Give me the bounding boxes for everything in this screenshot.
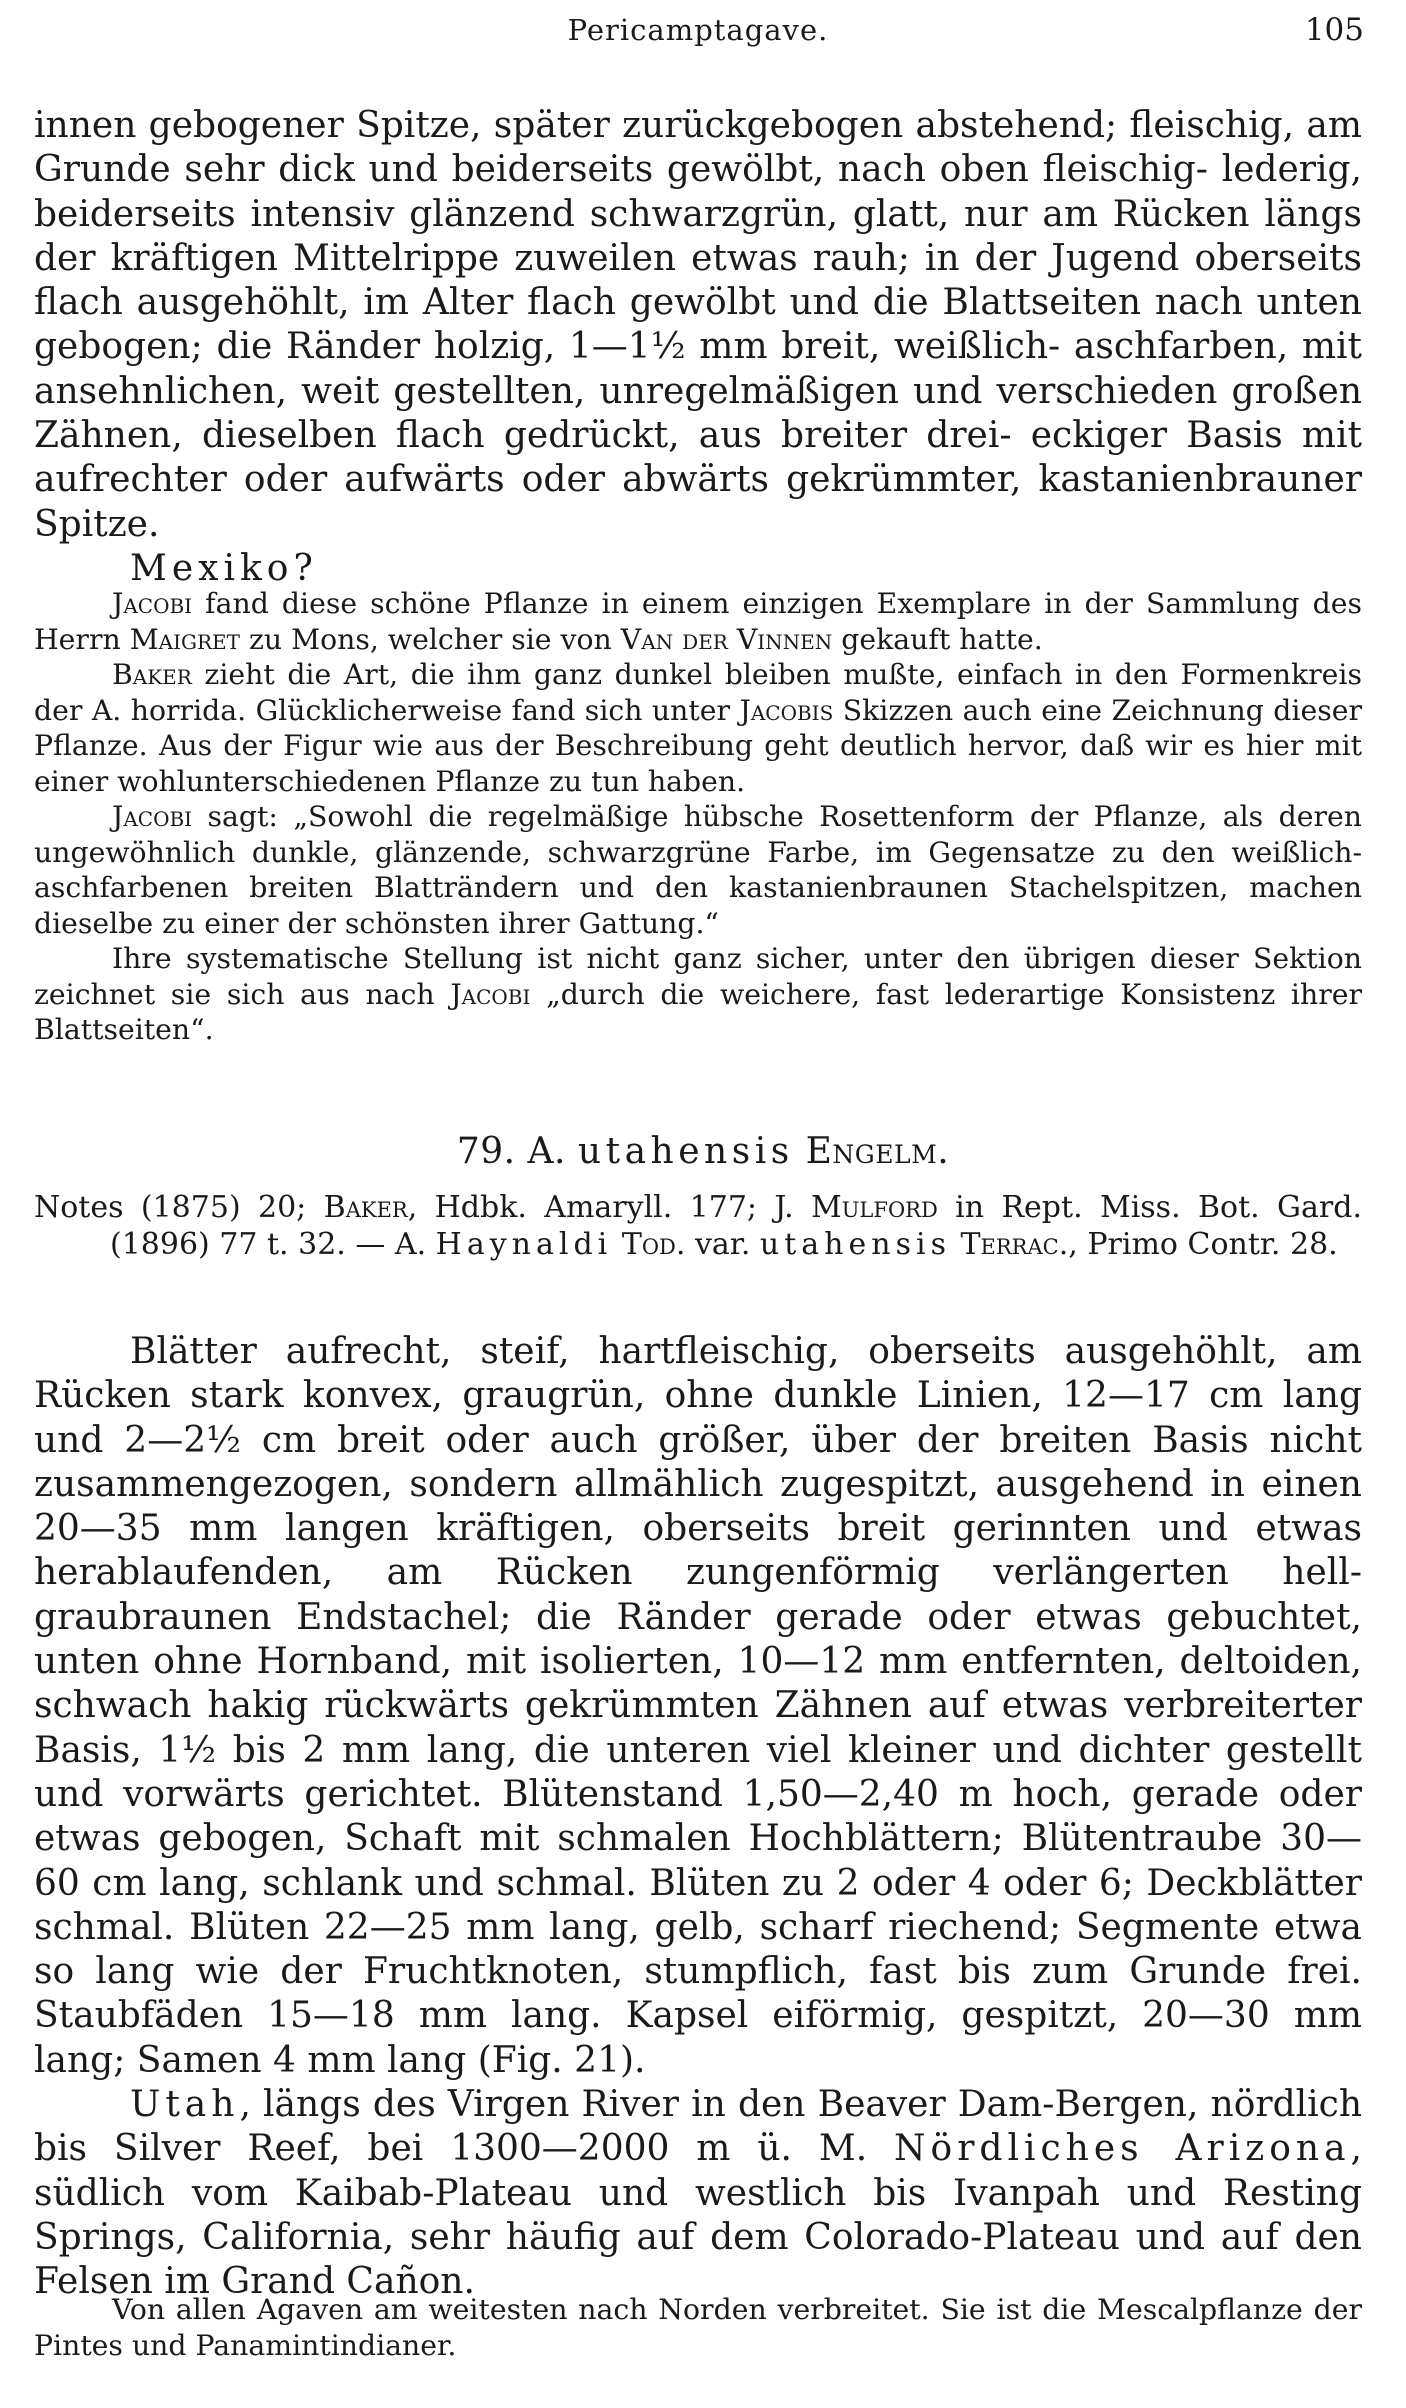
distribution-paragraph <box>34 2083 1362 2304</box>
text-run: „durch die weichere, fast lederartige Konsistenz ihrer Blattseiten“. <box>34 977 1362 1046</box>
utahensis-note <box>34 2292 1362 2363</box>
person-name: Tod. <box>621 1226 686 1262</box>
species-heading <box>0 1130 1406 1174</box>
note-paragraph <box>34 799 1362 941</box>
text-run: var. <box>685 1226 760 1262</box>
line: am Grunde sehr dick und beiderseits gewölbt, nach oben fleischig- <box>34 105 1362 191</box>
person-name: Mulford <box>811 1190 938 1225</box>
line: nach unten gebogen; die Ränder holzig, 1—1½ mm breit, weißlich- <box>34 282 1362 368</box>
text-run: gekauft hatte. <box>832 622 1043 656</box>
text-run: fand diese schöne Pflanze in einem einzigen Exemplare in der Sammlung des Herrn <box>34 587 1362 656</box>
spaced-term: Nördliches Arizona <box>894 2128 1351 2170</box>
line: aschfarben, mit ansehnlichen, weit gestellten, unregelmäßigen und <box>34 326 1362 412</box>
note-paragraph <box>34 657 1362 799</box>
text-run: sagt: „Sowohl die regelmäßige hübsche Rosettenform der Pflanze, als deren ungewöhnlich dunkle, glänzende, schwarzgrüne Farbe, im Gegensatze zu den weißlich-aschfarbenen breiten Blatträndern und den kastanienbraunen Stachelspitzen, machen dieselbe zu einer der schönsten ihrer Gattung.“ <box>34 800 1362 940</box>
text-run: zieht die Art, die ihm ganz dunkel bleiben mußte, einfach in den Formenkreis der A. horrida. Glücklicherweise fand sich unter <box>34 658 1362 727</box>
text-run: zu Mons, welcher sie von <box>240 622 621 656</box>
text-run: , Primo Contr. 28. <box>1068 1226 1338 1262</box>
text-run <box>612 1227 622 1262</box>
species-epithet: utahensis <box>577 1131 794 1172</box>
text-run: , längs des Virgen River in den Beaver Dam-Bergen, nördlich bis Silver Reef, bei 1300—2000 m ü. M. <box>34 2084 1362 2170</box>
text-run <box>951 1227 961 1262</box>
text-run: Ihre systematische Stellung ist nicht ganz sicher, unter den übrigen dieser Sektion zeichnet sie sich aus nach <box>34 942 1362 1011</box>
species-number: 79. A. <box>456 1131 566 1172</box>
note-paragraph <box>34 586 1362 657</box>
line: innen gebogener Spitze, später zurückgebogen abstehend; fleischig, <box>34 105 1307 146</box>
person-name: Van der Vinnen <box>620 622 833 656</box>
person-name: Maigret <box>129 622 240 656</box>
page-number: 105 <box>1304 12 1364 48</box>
description-paragraph <box>34 104 1362 547</box>
running-title: Pericamptagave. <box>567 13 829 47</box>
note-paragraph <box>34 941 1362 1048</box>
notes-block <box>34 586 1362 1048</box>
spaced-term: Haynaldi <box>435 1226 613 1262</box>
text-run: Skizzen auch eine Zeichnung dieser Pflanze. Aus der Figur wie aus der Beschreibung geht deutlich hervor, daß wir es hier mit einer wohlunterschiedenen Pflanze zu tun haben. <box>34 693 1362 798</box>
literature-references <box>34 1190 1362 1263</box>
line: lederig, beiderseits intensiv glänzend schwarzgrün, glatt, nur am Rücken <box>34 149 1362 235</box>
running-head <box>32 6 1364 54</box>
person-name: Jacobi <box>112 587 193 620</box>
line: kastanienbrauner Spitze. <box>34 459 1362 545</box>
species-author: Engelm. <box>805 1131 950 1172</box>
person-name: Baker <box>323 1190 408 1225</box>
line: oberseits flach ausgehöhlt, im Alter flach gewölbt und die Blattseiten <box>34 237 1362 324</box>
line: eckiger Basis mit aufrechter oder aufwärts oder abwärts gekrümmter, <box>34 415 1362 501</box>
note-paragraph: Von allen Agaven am weitesten nach Norden verbreitet. Sie ist die Mescalpflanze der Pintes und Panamintindianer. <box>34 2293 1362 2362</box>
distribution-line: Mexiko? <box>130 547 318 589</box>
spaced-term: utahensis <box>759 1226 951 1262</box>
description-paragraph: Blätter aufrecht, steif, hartfleischig, oberseits ausgehöhlt, am Rücken stark konvex, graugrün, ohne dunkle Linien, 12—17 cm lang und 2—2½ cm breit oder auch größer, über der breiten Basis nicht zusammengezogen, sondern allmählich zugespitzt, ausgehend in einen 20—35 mm langen kräftigen, oberseits breit gerinnten und etwas herablaufenden, am Rücken zungenförmig verlängerten hell-graubraunen Endstachel; die Ränder gerade oder etwas gebuchtet, unten ohne Hornband, mit isolierten, 10—12 mm entfernten, deltoiden, schwach hakig rückwärts gekrümmten Zähnen auf etwas verbreiterter Basis, 1½ bis 2 mm lang, die unteren viel kleiner und dichter gestellt und vorwärts gerichtet. Blütenstand 1,50—2,40 m hoch, gerade oder etwas gebogen, Schaft mit schmalen Hochblättern; Blütentraube 30—60 cm lang, schlank und schmal. Blüten zu 2 oder 4 oder 6; Deckblätter schmal. Blüten 22—25 mm lang, gelb, scharf riechend; Segmente etwa so lang wie der Fruchtknoten, stumpflich, fast bis zum Grunde frei. Staubfäden 15—18 mm lang. Kapsel eiförmig, gespitzt, 20—30 mm lang; Samen 4 mm lang (Fig. 21). <box>34 1331 1362 2081</box>
text-run: Notes (1875) 20; <box>34 1190 324 1225</box>
person-name: Baker <box>112 658 192 691</box>
line: längs der kräftigen Mittelrippe zuweilen etwas rauh; in der Jugend <box>34 193 1362 279</box>
text-run: in Rept. Miss. Bot. Gard. (1896) 77 t. 32. — A. <box>110 1190 1362 1262</box>
reference-paragraph <box>34 1190 1362 1263</box>
person-name: Jacobi <box>112 800 193 833</box>
text-run: , Hdbk. Amaryll. 177; J. <box>407 1190 812 1225</box>
person-name: Terrac. <box>960 1226 1069 1262</box>
line: verschieden großen Zähnen, dieselben flach gedrückt, aus breiter drei- <box>34 370 1362 457</box>
utahensis-description <box>34 1330 1362 2305</box>
person-name: Jacobi <box>450 977 531 1011</box>
spaced-term: Utah <box>130 2084 240 2126</box>
person-name: Jacobis <box>739 693 834 727</box>
text-run: , südlich vom Kaibab-Plateau und westlich bis Ivanpah und Resting Springs, California, sehr häufig auf dem Colorado-Plateau und auf den Felsen im Grand Cañon. <box>34 2128 1362 2303</box>
agave-description-continued <box>34 104 1362 591</box>
